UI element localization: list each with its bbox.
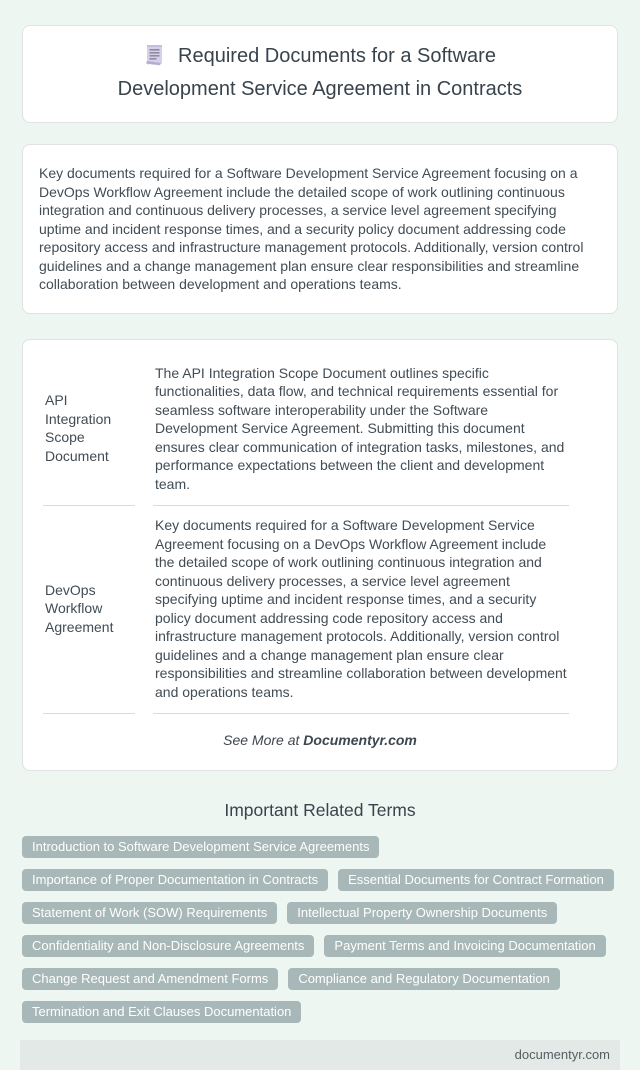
document-description: The API Integration Scope Document outlines specific functionalities, data flow, and technical requirements essential for seamless software interoperability under the Software Development Service Agreement. Submitting this document ensures clear communication of integration tasks, milestones, and performance expectations between the client and development team. — [153, 354, 569, 507]
related-term-tag[interactable]: Importance of Proper Documentation in Contracts — [22, 869, 328, 891]
see-more-site-link[interactable]: Documentyr.com — [303, 732, 417, 748]
footer-site-label: documentyr.com — [514, 1047, 610, 1062]
document-description: Key documents required for a Software Development Service Agreement focusing on a DevOps Workflow Agreement include the detailed scope of work outlining continuous integration and continuous delivery processes, a service level agreement specifying uptime and incident response times, and a security policy document addressing code repository access and infrastructure management protocols. Additionally, version control guidelines and a change management plan ensure clear responsibilities and streamline collaboration between development and operations teams. — [153, 506, 569, 714]
page-title-text: Required Documents for a Software Development Service Agreement in Contracts — [117, 45, 523, 100]
related-terms-tags — [22, 836, 618, 1023]
documents-table-body — [43, 354, 569, 715]
document-row — [43, 506, 569, 714]
document-row — [43, 354, 569, 507]
related-term-tag[interactable]: Payment Terms and Invoicing Documentation — [324, 935, 605, 957]
summary-card — [22, 144, 618, 314]
documents-table — [25, 354, 587, 715]
related-term-tag[interactable]: Confidentiality and Non-Disclosure Agreements — [22, 935, 314, 957]
related-term-tag[interactable]: Termination and Exit Clauses Documentation — [22, 1001, 301, 1023]
page-title — [95, 42, 545, 104]
see-more-prefix: See More at — [223, 732, 304, 748]
receipt-icon — [144, 44, 165, 75]
related-term-tag[interactable]: Change Request and Amendment Forms — [22, 968, 278, 990]
related-term-tag[interactable]: Compliance and Regulatory Documentation — [288, 968, 559, 990]
page-content — [22, 25, 618, 1023]
summary-text: Key documents required for a Software Development Service Agreement focusing on a DevOps Workflow Agreement include the detailed scope of work outlining continuous integration and continuous delivery processes, a service level agreement specifying uptime and incident response times, and a security policy document addressing code repository access and infrastructure management protocols. Additionally, version control guidelines and a change management plan ensure clear responsibilities and streamline collaboration between development and operations teams. — [39, 165, 584, 292]
title-card — [22, 25, 618, 123]
related-term-tag[interactable]: Intellectual Property Ownership Documents — [287, 902, 557, 924]
documents-card — [22, 339, 618, 772]
related-term-tag[interactable]: Essential Documents for Contract Formation — [338, 869, 614, 891]
document-term: DevOps Workflow Agreement — [43, 506, 135, 714]
related-term-tag[interactable]: Introduction to Software Development Service Agreements — [22, 836, 379, 858]
related-terms-heading: Important Related Terms — [224, 800, 416, 820]
see-more-line — [39, 732, 601, 748]
related-term-tag[interactable]: Statement of Work (SOW) Requirements — [22, 902, 277, 924]
footer-bar — [20, 1040, 620, 1070]
document-term: API Integration Scope Document — [43, 354, 135, 507]
